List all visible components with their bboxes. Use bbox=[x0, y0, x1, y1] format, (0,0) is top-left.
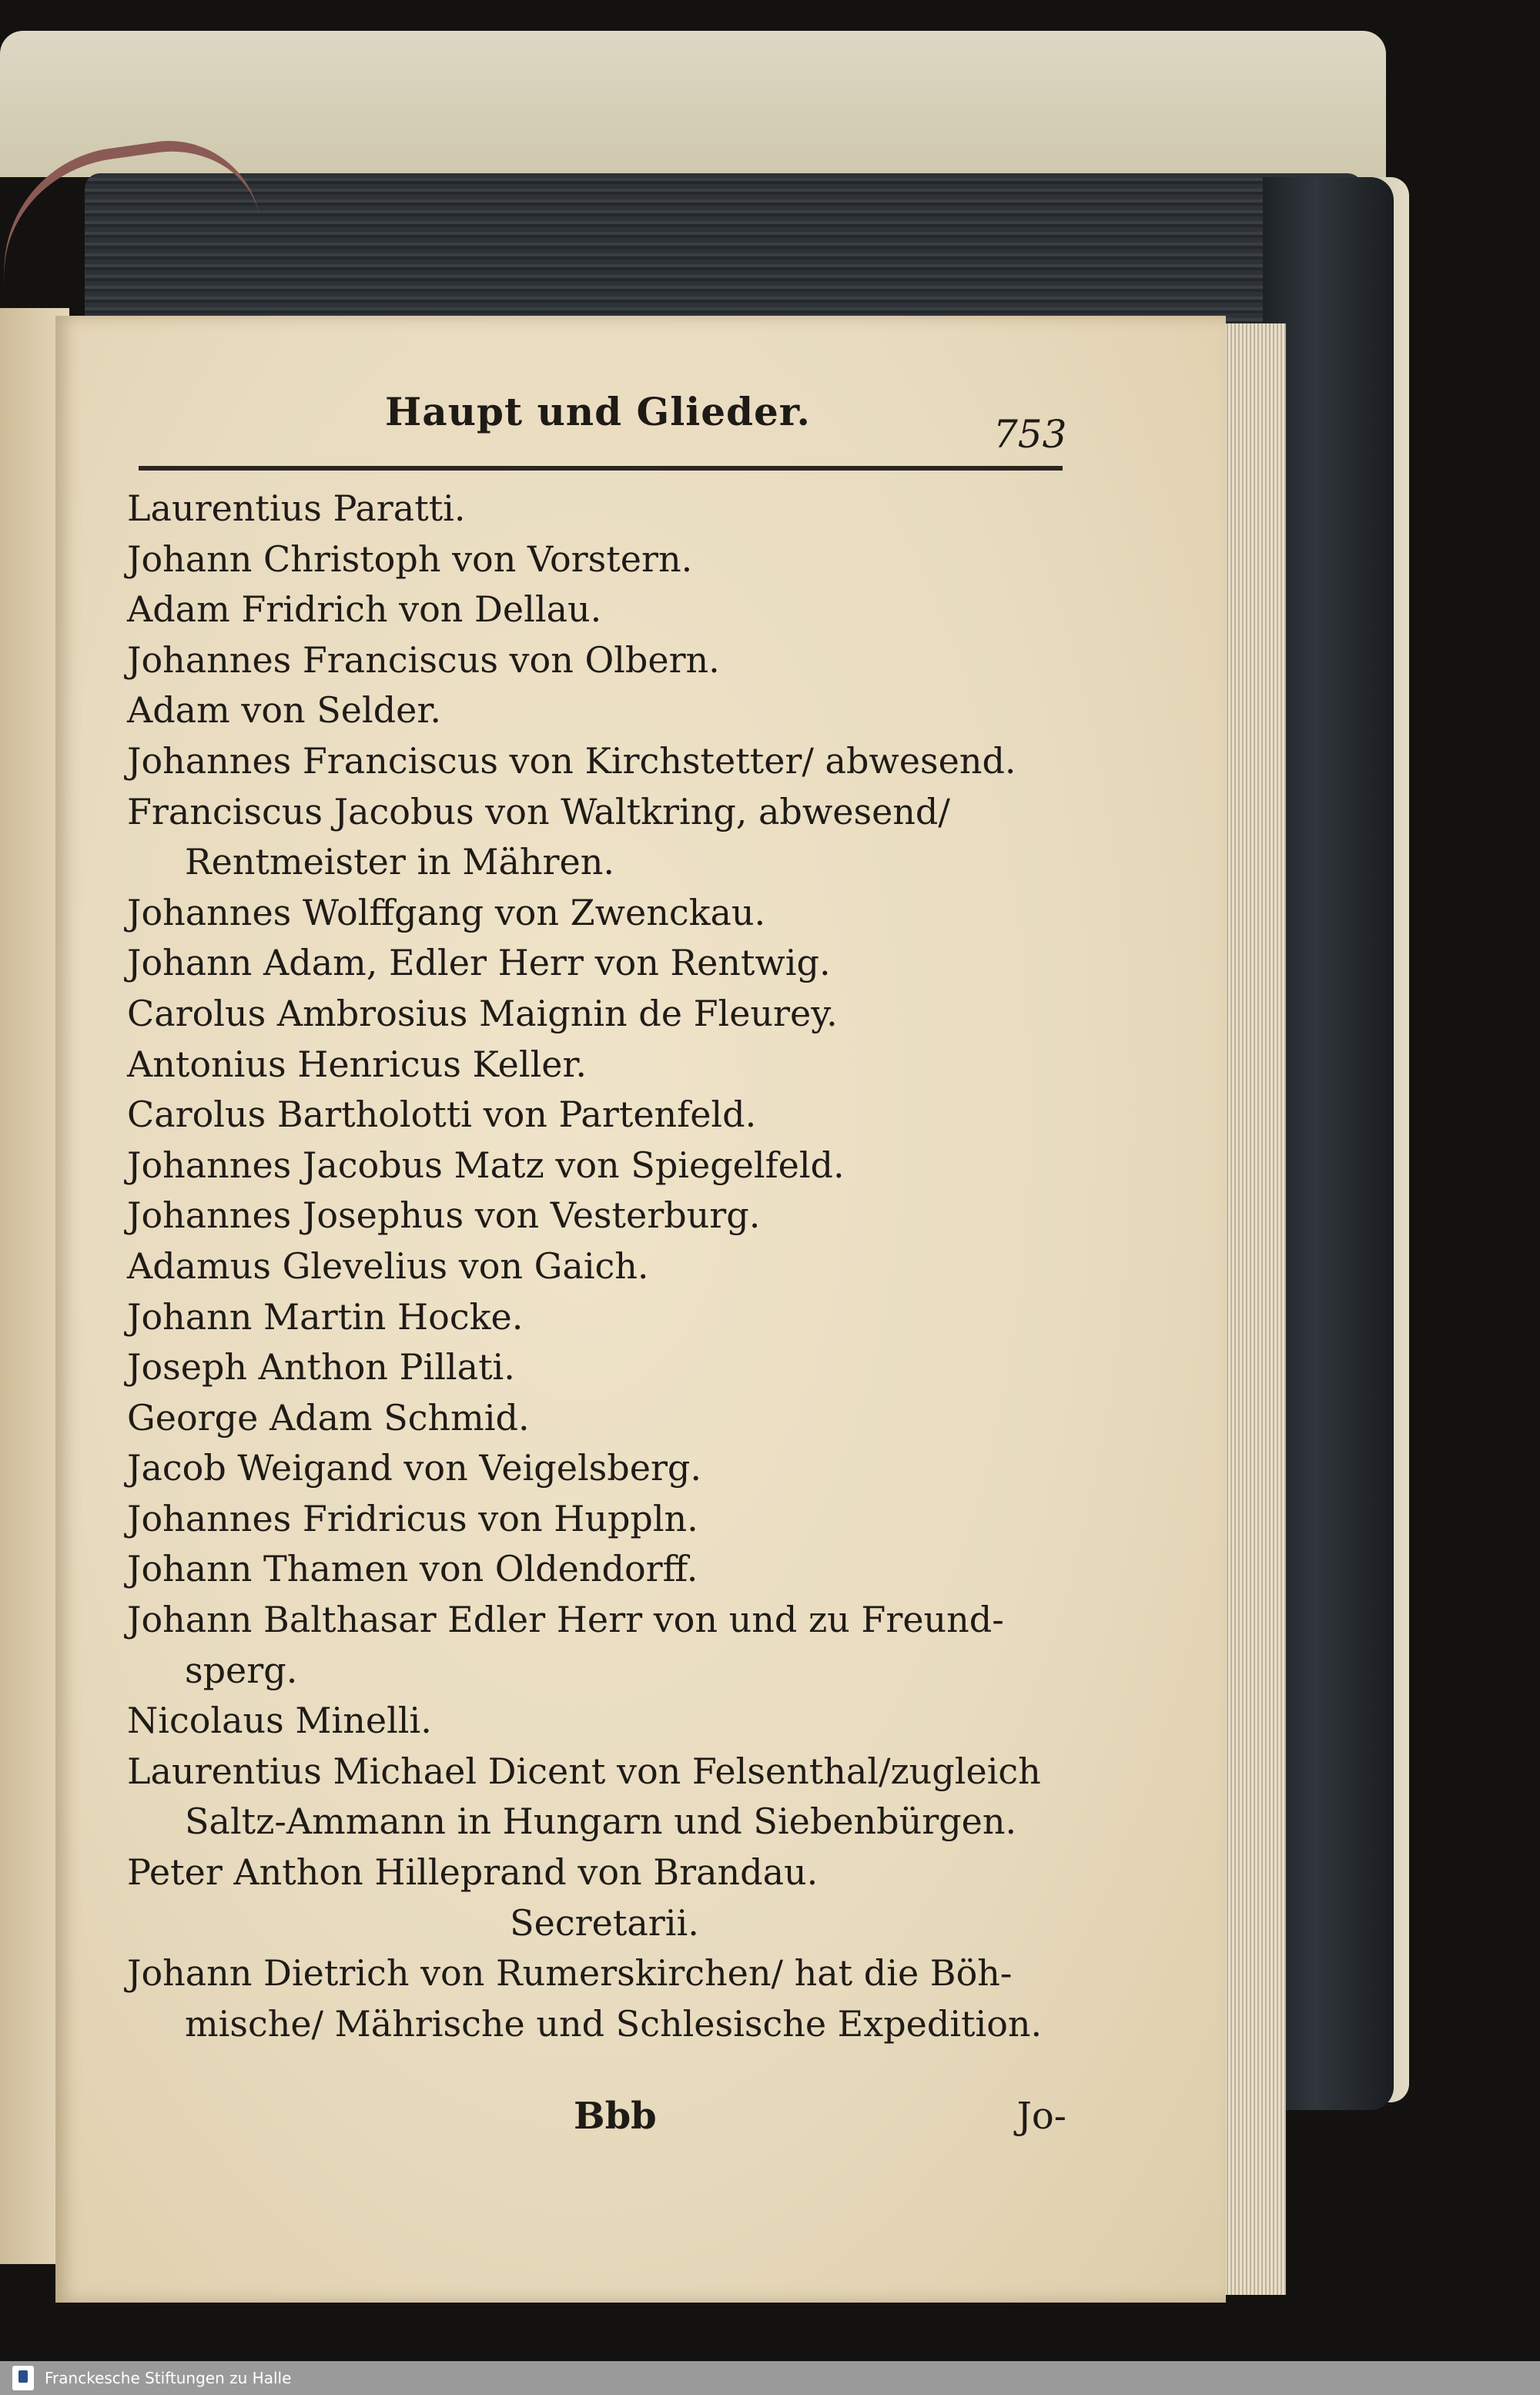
list-item: Johannes Josephus von Vesterburg. bbox=[127, 1194, 761, 1237]
list-item: Carolus Bartholotti von Partenfeld. bbox=[127, 1094, 757, 1136]
page-footer bbox=[127, 2095, 1066, 2149]
list-item: Johann Martin Hocke. bbox=[127, 1295, 524, 1338]
entry-list bbox=[127, 484, 1082, 2049]
list-item: Jacob Weigand von Veigelsberg. bbox=[127, 1447, 701, 1489]
list-item: Joseph Anthon Pillati. bbox=[127, 1346, 515, 1388]
list-item: Antonius Henricus Keller. bbox=[127, 1043, 588, 1085]
list-item: Johann Adam, Edler Herr von Rentwig. bbox=[127, 942, 831, 984]
list-item: Nicolaus Minelli. bbox=[127, 1700, 432, 1742]
list-item: Johannes Jacobus Matz von Spiegelfeld. bbox=[127, 1144, 845, 1186]
list-item: Adam Fridrich von Dellau. bbox=[127, 588, 602, 631]
list-item-continuation: mische/ Mährische und Schlesische Expedition. bbox=[185, 2002, 1043, 2045]
list-item: Johann Dietrich von Rumerskirchen/ hat die Böh- bbox=[127, 1952, 1013, 1995]
page-number: 753 bbox=[993, 412, 1067, 457]
list-item-continuation: sperg. bbox=[185, 1649, 298, 1691]
list-item: Johann Balthasar Edler Herr von und zu Freund- bbox=[127, 1599, 1004, 1641]
credit-bar bbox=[0, 2361, 1540, 2395]
list-item-continuation: Rentmeister in Mähren. bbox=[185, 841, 615, 883]
list-item: Laurentius Michael Dicent von Felsenthal/zugleich bbox=[127, 1750, 1041, 1792]
list-item: Johannes Franciscus von Olbern. bbox=[127, 638, 720, 681]
list-item: George Adam Schmid. bbox=[127, 1396, 530, 1439]
list-item: Johannes Wolffgang von Zwenckau. bbox=[127, 891, 766, 933]
list-item: Peter Anthon Hilleprand von Brandau. bbox=[127, 1851, 819, 1894]
list-item: Johann Thamen von Oldendorff. bbox=[127, 1548, 698, 1590]
list-item: Adamus Glevelius von Gaich. bbox=[127, 1244, 649, 1287]
list-item: Carolus Ambrosius Maignin de Fleurey. bbox=[127, 992, 838, 1034]
list-item: Laurentius Paratti. bbox=[127, 487, 466, 529]
header-rule bbox=[139, 466, 1063, 471]
credit-text: Franckesche Stiftungen zu Halle bbox=[45, 2369, 292, 2387]
page-block-top-edge bbox=[85, 173, 1363, 335]
list-item: Johannes Franciscus von Kirchstetter/ abwesend. bbox=[127, 739, 1016, 782]
list-item: Johann Christoph von Vorstern. bbox=[127, 538, 693, 580]
list-item: Johannes Fridricus von Huppln. bbox=[127, 1497, 698, 1539]
list-item: Adam von Selder. bbox=[127, 689, 441, 732]
list-item-continuation: Saltz-Ammann in Hungarn und Siebenbürgen. bbox=[185, 1800, 1017, 1843]
signature-mark: Bbb bbox=[574, 2095, 657, 2138]
running-header: Haupt und Glieder. bbox=[385, 389, 811, 434]
catchword: Jo- bbox=[1016, 2095, 1066, 2138]
section-heading: Secretarii. bbox=[510, 1901, 699, 1944]
list-item: Franciscus Jacobus von Waltkring, abwesend/ bbox=[127, 790, 950, 832]
institution-logo-icon bbox=[12, 2366, 34, 2390]
